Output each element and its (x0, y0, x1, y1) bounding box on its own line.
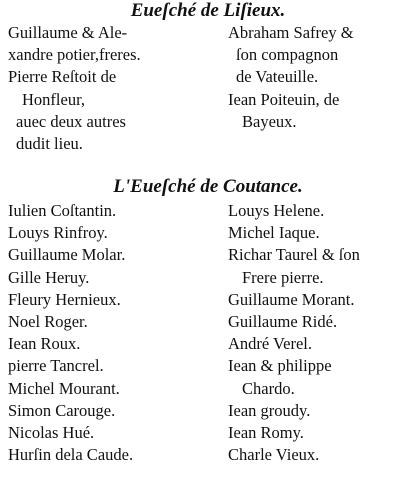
name-entry: xandre potier,freres. (8, 45, 141, 65)
name-entry: pierre Tancrel. (8, 356, 104, 376)
name-entry: Louys Rinfroy. (8, 223, 108, 243)
name-entry: Iean Poiteuin, de (228, 89, 340, 109)
name-entry: Fleury Hernieux. (8, 289, 121, 309)
name-entry: Guillaume Ridé. (228, 312, 338, 332)
name-entry: Michel Iaque. (228, 223, 320, 243)
section-heading-coutance: L'Eueſché de Coutance. (113, 176, 303, 197)
name-entry: Noel Roger. (8, 312, 88, 332)
name-entry: Simon Carouge. (8, 400, 116, 420)
name-entry: Iean Romy. (228, 423, 304, 443)
name-entry: Louys Helene. (228, 201, 325, 220)
name-entry: Bayeux. (242, 111, 297, 131)
name-entry: Abraham Safrey & (228, 23, 354, 42)
name-entry: Frere pierre. (242, 267, 324, 287)
name-entry: Nicolas Hué. (8, 423, 95, 443)
name-entry: André Verel. (228, 334, 312, 354)
coutance-left-column (8, 200, 213, 466)
name-entry: Iulien Coſtantin. (8, 201, 117, 220)
lisieux-right-column (228, 22, 410, 133)
name-entry: Guillaume Molar. (8, 245, 126, 265)
name-entry: Hurſin dela Caude. (8, 445, 134, 465)
lisieux-left-column (8, 22, 213, 155)
name-entry: Iean Roux. (8, 334, 81, 354)
section-heading-lisieux: Eueſché de Liſieux. (130, 0, 286, 21)
name-entry: auec deux autres (16, 111, 126, 131)
name-entry: Guillaume & Ale- (8, 23, 128, 42)
name-entry: Charle Vieux. (228, 445, 320, 465)
name-entry: Richar Taurel & ſon (228, 245, 360, 265)
name-entry: Iean & philippe (228, 356, 332, 376)
name-entry: Iean groudy. (228, 400, 311, 420)
name-entry: Gille Heruy. (8, 267, 90, 287)
name-entry: de Vateuille. (236, 67, 319, 87)
coutance-right-column (228, 200, 410, 466)
name-entry: Honfleur, (22, 89, 86, 109)
name-entry: Michel Mourant. (8, 378, 120, 398)
name-entry: Pierre Reſtoit de (8, 67, 117, 87)
name-entry: dudit lieu. (16, 134, 83, 154)
name-entry: Guillaume Morant. (228, 289, 355, 309)
name-entry: ſon compagnon (236, 45, 339, 65)
name-entry: Chardo. (242, 378, 295, 398)
